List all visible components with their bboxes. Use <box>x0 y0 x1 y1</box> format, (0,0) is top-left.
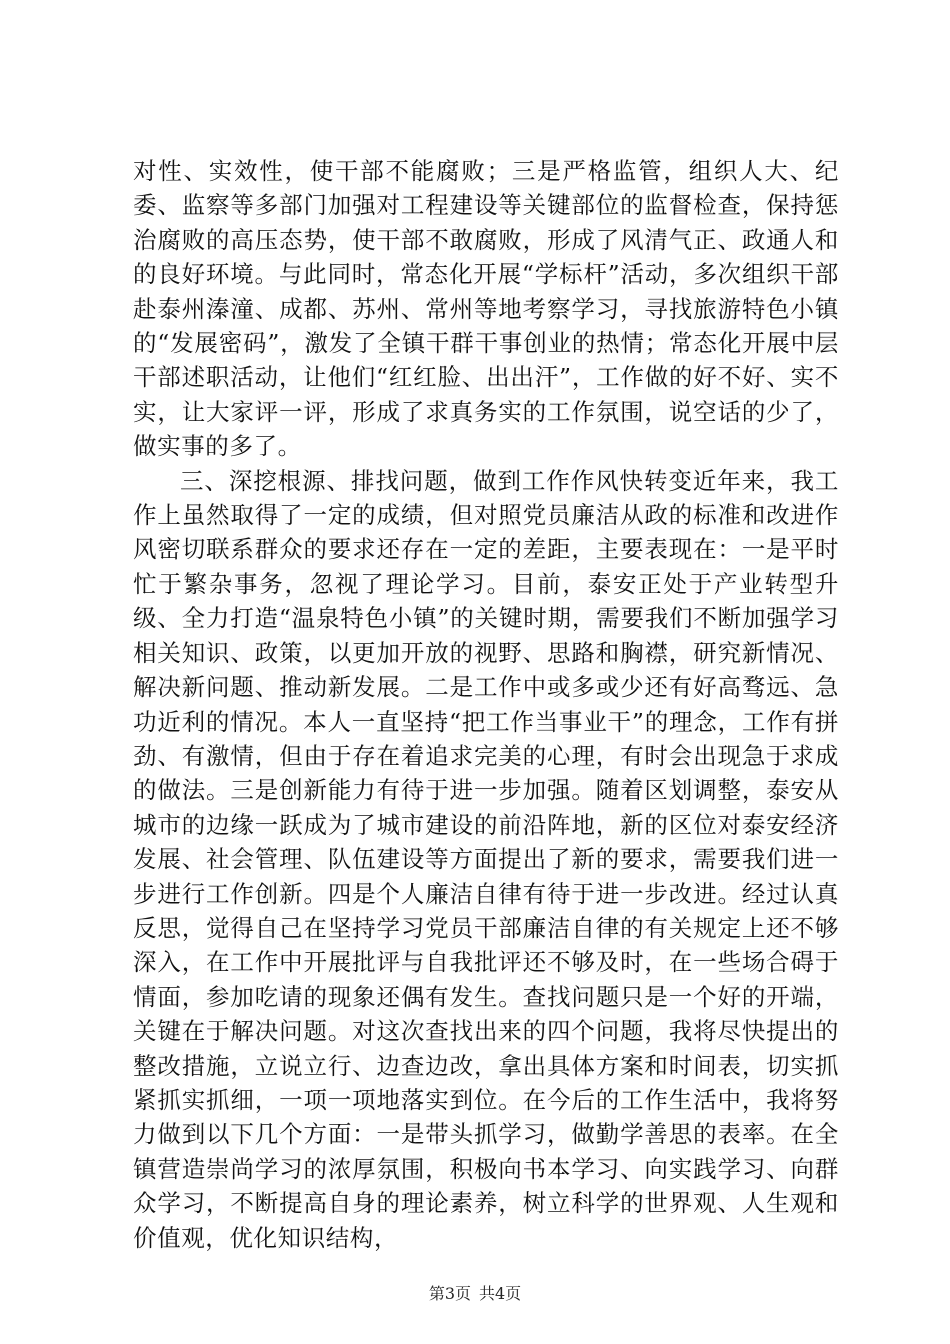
page-number: 第3页 <box>428 1284 471 1303</box>
document-body <box>133 154 839 1255</box>
paragraph-2: 三、深挖根源、排找问题，做到工作作风快转变近年来，我工作上虽然取得了一定的成绩，但对照党员廉洁从政的标准和改进作风密切联系群众的要求还存在一定的差距，主要表现在：一是平时忙于繁杂事务，忽视了理论学习。目前，泰安正处于产业转型升级、全力打造“温泉特色小镇”的关键时期，需要我们不断加强学习相关知识、政策，以更加开放的视野、思路和胸襟，研究新情况、解决新问题、推动新发展。二是工作中或多或少还有好高骛远、急功近利的情况。本人一直坚持“把工作当事业干”的理念，工作有拼劲、有激情，但由于存在着追求完美的心理，有时会出现急于求成的做法。三是创新能力有待于进一步加强。随着区划调整，泰安从城市的边缘一跃成为了城市建设的前沿阵地，新的区位对泰安经济发展、社会管理、队伍建设等方面提出了新的要求，需要我们进一步进行工作创新。四是个人廉洁自律有待于进一步改进。经过认真反思，觉得自己在坚持学习党员干部廉洁自律的有关规定上还不够深入，在工作中开展批评与自我批评还不够及时，在一些场合碍于情面，参加吃请的现象还偶有发生。查找问题只是一个好的开端，关键在于解决问题。对这次查找出来的四个问题，我将尽快提出的整改措施，立说立行、边查边改，拿出具体方案和时间表，切实抓紧抓实抓细，一项一项地落实到位。在今后的工作生活中，我将努力做到以下几个方面：一是带头抓学习，做勤学善思的表率。在全镇营造崇尚学习的浓厚氛围，积极向书本学习、向实践学习、向群众学习，不断提高自身的理论素养，树立科学的世界观、人生观和价值观，优化知识结构， <box>133 466 839 1252</box>
page-footer <box>0 1281 950 1304</box>
paragraph-1: 对性、实效性，使干部不能腐败；三是严格监管，组织人大、纪委、监察等多部门加强对工程建设等关键部位的监督检查，保持惩治腐败的高压态势，使干部不敢腐败，形成了风清气正、政通人和的良好环境。与此同时，常态化开展“学标杆”活动，多次组织干部赴泰州溱潼、成都、苏州、常州等地考察学习，寻找旅游特色小镇的“发展密码”，激发了全镇干群干事创业的热情；常态化开展中层干部述职活动，让他们“红红脸、出出汗”，工作做的好不好、实不实，让大家评一评，形成了求真务实的工作氛围，说空话的少了，做实事的多了。 <box>133 157 839 461</box>
page-total: 共4页 <box>479 1284 522 1303</box>
